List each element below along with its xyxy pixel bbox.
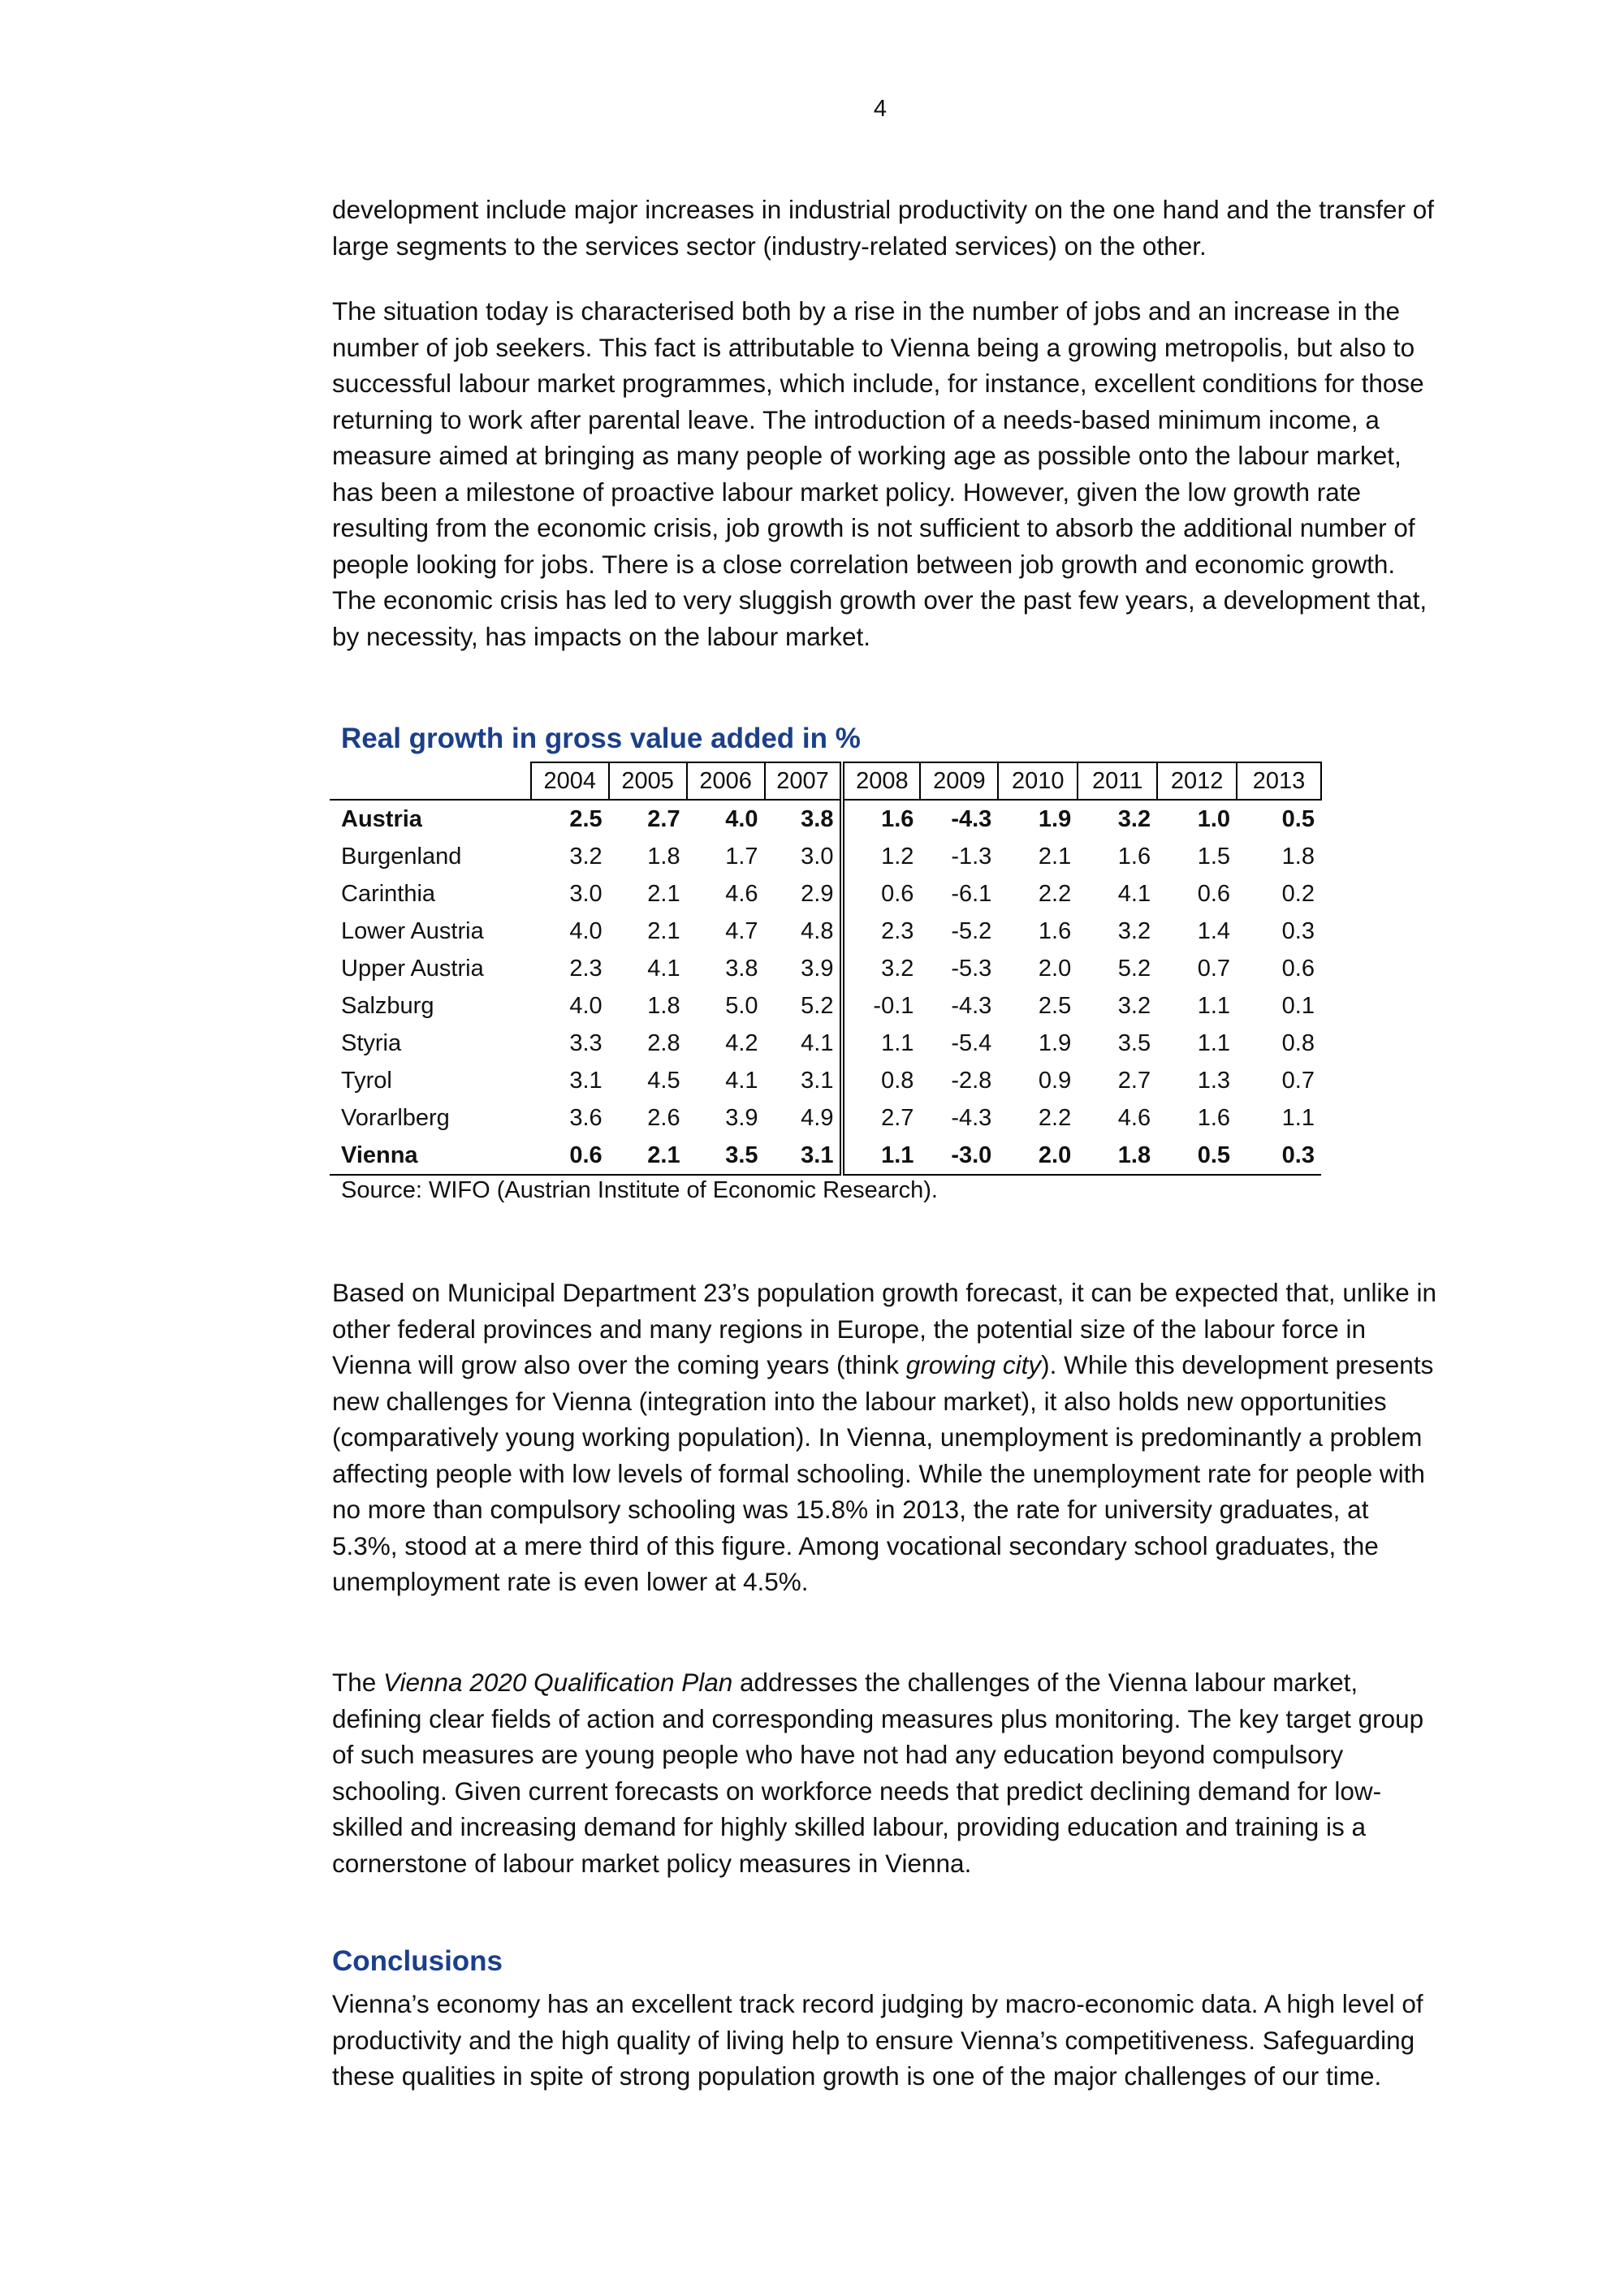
table-title: Real growth in gross value added in % [341, 723, 861, 754]
paragraph-text: ). While this development presents new challenges for Vienna (integration into the labour market), it also holds new opportunities (comparatively young working population). In Vienna, unemployment is predominantly a problem affecting people with low levels of formal schooling. While the unemployment rate for people with no more than compulsory schooling was 15.8% in 2013, the rate for university graduates, at 5.3%, stood at a mere third of this figure. Among vocational secondary school graduates, the unemployment rate is even lower at 4.5%. [332, 1350, 1434, 1596]
value-cell: 3.6 [569, 1104, 603, 1131]
value-cell: 3.0 [765, 838, 843, 875]
value-cell: 4.8 [765, 913, 843, 950]
value-cell: -5.4 [951, 1029, 992, 1056]
header-corner-cell [330, 762, 531, 800]
value-cell: 1.1 [842, 1137, 920, 1175]
value-cell: 3.2 [881, 955, 914, 982]
value-cell: 3.5 [687, 1137, 765, 1175]
value-cell: 4.1 [1117, 880, 1151, 907]
year-header: 2007 [765, 762, 843, 800]
value-cell: 2.1 [1038, 843, 1072, 870]
year-header: 2005 [609, 762, 687, 800]
value-cell: 1.1 [881, 1029, 914, 1056]
value-cell: -5.2 [951, 917, 992, 944]
table-row [330, 838, 1321, 875]
value-cell: 3.9 [765, 950, 843, 987]
value-cell: 0.2 [1281, 880, 1315, 907]
value-cell: -5.3 [951, 955, 992, 982]
value-cell: -1.3 [951, 843, 992, 870]
value-cell: 0.1 [1281, 992, 1315, 1019]
page-number: 4 [873, 96, 888, 122]
value-cell: 3.5 [1117, 1029, 1151, 1056]
paragraph-conclusions: Vienna’s economy has an excellent track record judging by macro-economic data. A high level of productivity and the high quality of living help to ensure Vienna’s competitiveness. Safeguarding these qualities in spite of strong population growth is one of the major challenges of our time. [332, 1989, 1423, 2091]
value-cell: 1.1 [1197, 1029, 1231, 1056]
value-cell: 3.0 [569, 880, 603, 907]
year-header: 2013 [1237, 762, 1321, 800]
value-cell: -4.3 [951, 992, 992, 1019]
value-cell: 2.0 [1038, 955, 1072, 982]
value-cell: -2.8 [951, 1067, 992, 1094]
conclusions-heading: Conclusions [332, 1945, 503, 1977]
region-name-cell: Burgenland [341, 843, 462, 870]
value-cell: 0.6 [1197, 880, 1231, 907]
table-row [330, 987, 1321, 1025]
value-cell: 2.1 [647, 917, 680, 944]
value-cell: -4.3 [951, 805, 992, 832]
value-cell: 3.2 [1117, 992, 1151, 1019]
value-cell: 2.0 [998, 1137, 1078, 1175]
value-cell: 4.6 [1117, 1104, 1151, 1131]
value-cell: 1.9 [1038, 805, 1072, 832]
value-cell: 2.5 [569, 805, 603, 832]
region-name-cell: Vorarlberg [341, 1104, 450, 1131]
value-cell: 3.1 [765, 1137, 843, 1175]
value-cell: 1.0 [1197, 805, 1231, 832]
value-cell: 5.0 [725, 992, 758, 1019]
value-cell: 1.2 [881, 843, 914, 870]
value-cell: 4.1 [765, 1025, 843, 1062]
table-row [330, 950, 1321, 987]
table-row [330, 875, 1321, 913]
table-row [330, 1062, 1321, 1099]
year-header: 2006 [687, 762, 765, 800]
value-cell: 5.2 [1117, 955, 1151, 982]
value-cell: 2.1 [609, 1137, 687, 1175]
emphasis-growing-city: growing city [905, 1350, 1042, 1379]
region-name-cell: Austria [341, 805, 422, 832]
table-row [330, 1137, 1321, 1175]
year-header: 2011 [1078, 762, 1157, 800]
value-cell: 4.1 [725, 1067, 758, 1094]
value-cell: 3.3 [569, 1029, 603, 1056]
value-cell: 4.0 [725, 805, 758, 832]
value-cell: 0.8 [1281, 1029, 1315, 1056]
value-cell: 1.4 [1197, 917, 1231, 944]
value-cell: 0.6 [1281, 955, 1315, 982]
year-header: 2004 [531, 762, 609, 800]
region-name-cell: Carinthia [341, 880, 436, 907]
value-cell: 1.8 [1281, 843, 1315, 870]
value-cell: 3.9 [725, 1104, 758, 1131]
emphasis-qualification-plan: Vienna 2020 Qualification Plan [383, 1668, 733, 1697]
table-row [330, 1025, 1321, 1062]
value-cell: 1.1 [1281, 1104, 1315, 1131]
value-cell: 1.6 [1038, 917, 1072, 944]
value-cell: 3.2 [1117, 917, 1151, 944]
value-cell: 2.2 [1038, 1104, 1072, 1131]
table-header-row [330, 762, 1321, 800]
value-cell: 1.6 [1197, 1104, 1231, 1131]
value-cell: 4.7 [725, 917, 758, 944]
value-cell: 3.2 [1117, 805, 1151, 832]
value-cell: 2.7 [881, 1104, 914, 1131]
paragraph-text: addresses the challenges of the Vienna labour market, defining clear fields of action and corresponding measures plus monitoring. The key target group of such measures are young people who have not had any education beyond compulsory schooling. Given current forecasts on workforce needs that predict declining demand for low-skilled and increasing demand for highly skilled labour, providing education and training is a cornerstone of labour market policy measures in Vienna. [332, 1668, 1424, 1878]
year-header: 2012 [1157, 762, 1237, 800]
value-cell: 2.5 [1038, 992, 1072, 1019]
value-cell: 0.9 [1038, 1067, 1072, 1094]
value-cell: 0.5 [1157, 1137, 1237, 1175]
value-cell: 0.5 [1281, 805, 1315, 832]
value-cell: 0.3 [1237, 1137, 1321, 1175]
value-cell: 2.7 [1117, 1067, 1151, 1094]
value-cell: 4.0 [569, 917, 603, 944]
value-cell: 4.6 [725, 880, 758, 907]
value-cell: 2.9 [765, 875, 843, 913]
paragraph-text: The [332, 1668, 384, 1697]
value-cell: 5.2 [765, 987, 843, 1025]
value-cell: 1.8 [647, 992, 680, 1019]
value-cell: 1.1 [1197, 992, 1231, 1019]
value-cell: 2.7 [647, 805, 680, 832]
value-cell: 1.7 [725, 843, 758, 870]
paragraph-labour-situation: The situation today is characterised both by a rise in the number of jobs and an increase in the number of job seekers. This fact is attributable to Vienna being a growing metropolis, but also to successful labour market programmes, which include, for instance, excellent conditions for those returning to work after parental leave. The introduction of a needs-based minimum income, a measure aimed at bringing as many people of working age as possible onto the labour market, has been a milestone of proactive labour market policy. However, given the low growth rate resulting from the economic crisis, job growth is not sufficient to absorb the additional number of people looking for jobs. There is a close correlation between job growth and economic growth. The economic crisis has led to very sluggish growth over the past few years, a development that, by necessity, has impacts on the labour market. [332, 296, 1427, 651]
table-row [330, 800, 1321, 838]
region-name-cell: Lower Austria [341, 917, 484, 944]
year-header: 2008 [842, 762, 920, 800]
paragraph-intro: development include major increases in industrial productivity on the one hand and the transfer of large segments to the services sector (industry-related services) on the other. [332, 195, 1435, 261]
value-cell: 2.8 [647, 1029, 680, 1056]
value-cell: 4.5 [647, 1067, 680, 1094]
value-cell: 0.6 [881, 880, 914, 907]
paragraph-text: Based on Municipal Department 23’s population growth forecast, it can be expected that, unlike in other federal provinces and many regions in Europe, the potential size of the labour force in Vienna will grow also over the coming years (think [332, 1278, 1436, 1379]
value-cell: 4.2 [725, 1029, 758, 1056]
value-cell: -6.1 [951, 880, 992, 907]
table-row [330, 913, 1321, 950]
value-cell: 3.8 [765, 800, 843, 838]
value-cell: 1.6 [881, 805, 914, 832]
value-cell: 2.3 [881, 917, 914, 944]
value-cell: 4.9 [765, 1099, 843, 1137]
value-cell: 1.9 [1038, 1029, 1072, 1056]
value-cell: 0.6 [531, 1137, 609, 1175]
value-cell: 0.7 [1197, 955, 1231, 982]
year-header: 2009 [920, 762, 998, 800]
value-cell: 3.8 [725, 955, 758, 982]
value-cell: 1.8 [647, 843, 680, 870]
region-name-cell: Vienna [330, 1137, 531, 1175]
value-cell: 1.8 [1078, 1137, 1157, 1175]
value-cell: -0.1 [873, 992, 914, 1019]
value-cell: 1.5 [1197, 843, 1231, 870]
value-cell: -4.3 [951, 1104, 992, 1131]
region-name-cell: Styria [341, 1029, 402, 1056]
region-name-cell: Upper Austria [341, 955, 484, 982]
value-cell: 4.1 [647, 955, 680, 982]
value-cell: 4.0 [569, 992, 603, 1019]
value-cell: 0.7 [1281, 1067, 1315, 1094]
value-cell: 3.2 [569, 843, 603, 870]
value-cell: 0.3 [1281, 917, 1315, 944]
value-cell: 2.3 [569, 955, 603, 982]
growth-table [330, 762, 1322, 1176]
region-name-cell: Salzburg [341, 992, 434, 1019]
table-body [330, 800, 1321, 1175]
table-source-note: Source: WIFO (Austrian Institute of Economic Research). [341, 1177, 938, 1203]
value-cell: 1.6 [1117, 843, 1151, 870]
table-row [330, 1099, 1321, 1137]
value-cell: 0.8 [881, 1067, 914, 1094]
value-cell: 2.6 [647, 1104, 680, 1131]
value-cell: 2.1 [647, 880, 680, 907]
value-cell: 2.2 [1038, 880, 1072, 907]
paragraph-labour-force-growth [332, 1275, 1438, 1600]
year-header: 2010 [998, 762, 1078, 800]
value-cell: -3.0 [920, 1137, 998, 1175]
value-cell: 1.3 [1197, 1067, 1231, 1094]
region-name-cell: Tyrol [341, 1067, 392, 1094]
value-cell: 3.1 [569, 1067, 603, 1094]
paragraph-qualification-plan [332, 1664, 1438, 1881]
value-cell: 3.1 [765, 1062, 843, 1099]
